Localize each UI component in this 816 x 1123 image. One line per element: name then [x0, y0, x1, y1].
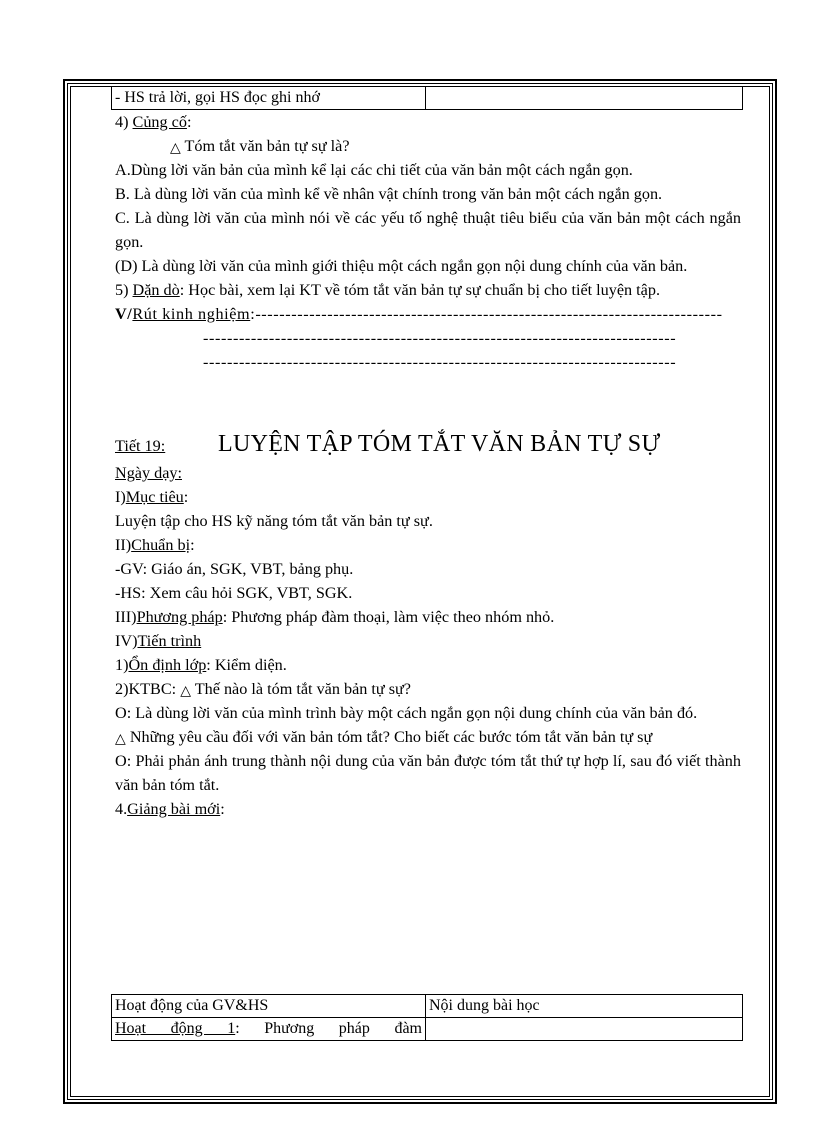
cung-co-question: △ Tóm tắt văn bản tự sự là?: [170, 137, 350, 156]
lesson-title: LUYỆN TẬP TÓM TẮT VĂN BẢN TỰ SỰ: [218, 431, 661, 457]
top-activity-table: [111, 86, 743, 110]
option-b: B. Là dùng lời văn của mình kể về nhân vật chính trong văn bản một cách ngắn gọn.: [115, 185, 663, 203]
ktbc-answer-2: O: Phải phản ánh trung thành nội dung của văn bản được tóm tắt thứ tự hợp lí, sau đó viết thành văn bản tóm tắt.: [115, 752, 741, 794]
table-row: [112, 1018, 743, 1041]
ktbc-question-2: △ Những yêu cầu đối với văn bản tóm tắt? Cho biết các bước tóm tắt văn bản tự sự: [115, 728, 653, 747]
ktbc-answer-1: O: Là dùng lời văn của mình trình bày một cách ngắn gọn nội dung chính của văn bản đó.: [115, 704, 698, 722]
lesson-label: Tiết 19:: [115, 437, 166, 455]
spacer: [115, 374, 741, 429]
ngay-day: Ngày dạy:: [115, 464, 182, 482]
muc-tieu-heading: I)Mục tiêu:: [115, 488, 189, 506]
phuong-phap: III)Phương pháp: Phương pháp đàm thoại, làm việc theo nhóm nhỏ.: [115, 608, 555, 626]
muc-tieu-text: Luyện tập cho HS kỹ năng tóm tắt văn bản tự sự.: [115, 512, 433, 530]
bottom-activity-table: [111, 994, 743, 1041]
tien-trinh-heading: IV)Tiến trình: [115, 632, 202, 650]
top-table-left-cell: - HS trả lời, gọi HS đọc ghi nhớ: [112, 87, 426, 110]
option-a: A.Dùng lời văn bản của mình kể lại các chi tiết của văn bản một cách ngắn gọn.: [115, 161, 633, 179]
cung-co-heading: 4) Củng cố:: [115, 113, 192, 131]
table-header-right: Nội dung bài học: [426, 995, 743, 1018]
option-c: C. Là dùng lời văn của mình nói về các yếu tố nghệ thuật tiêu biểu của văn bản một cách ngắn gọn.: [115, 209, 741, 251]
dan-do-paragraph: 5) Dặn dò: Học bài, xem lại KT về tóm tắt văn bản tự sự chuẩn bị cho tiết luyện tập.: [115, 281, 661, 299]
table-row: [112, 87, 743, 110]
triangle-icon: △: [180, 684, 191, 699]
cung-co-title: Củng cố: [132, 113, 187, 131]
table-header-left: Hoạt động của GV&HS: [112, 995, 426, 1018]
document-body: [115, 110, 741, 821]
ktbc-question-1: 2)KTBC: △ Thế nào là tóm tắt văn bản tự sự?: [115, 680, 411, 699]
rut-kinh-nghiem-line-2: -------------------------------------------------------------------------------: [203, 329, 677, 347]
on-dinh-lop: 1)Ổn định lớp: Kiểm diện.: [115, 656, 287, 674]
table-cell-right: [426, 1018, 743, 1041]
chuan-bi-hs: -HS: Xem câu hỏi SGK, VBT, SGK.: [115, 584, 353, 602]
rut-kinh-nghiem-line-3: -------------------------------------------------------------------------------: [203, 353, 677, 371]
option-d: (D) Là dùng lời văn của mình giới thiệu một cách ngắn gọn nội dung chính của văn bản.: [115, 257, 688, 275]
rut-kinh-nghiem: V/Rút kinh nghiệm:------------------------------------------------------------------------------: [115, 305, 723, 323]
giang-bai-moi: 4.Giảng bài mới:: [115, 800, 225, 818]
chuan-bi-heading: II)Chuẩn bị:: [115, 536, 195, 554]
dan-do-title: Dặn dò: [132, 281, 180, 299]
triangle-icon: △: [115, 732, 126, 747]
top-table-right-cell: [426, 87, 743, 110]
triangle-icon: △: [170, 141, 181, 156]
rut-kinh-nghiem-title: Rút kinh nghiệm: [132, 305, 251, 323]
lesson-title-row: [115, 429, 741, 461]
chuan-bi-gv: -GV: Giáo án, SGK, VBT, bảng phụ.: [115, 560, 354, 578]
table-row: [112, 995, 743, 1018]
table-cell-left: Hoạt động 1: Phương pháp đàm: [112, 1018, 426, 1041]
